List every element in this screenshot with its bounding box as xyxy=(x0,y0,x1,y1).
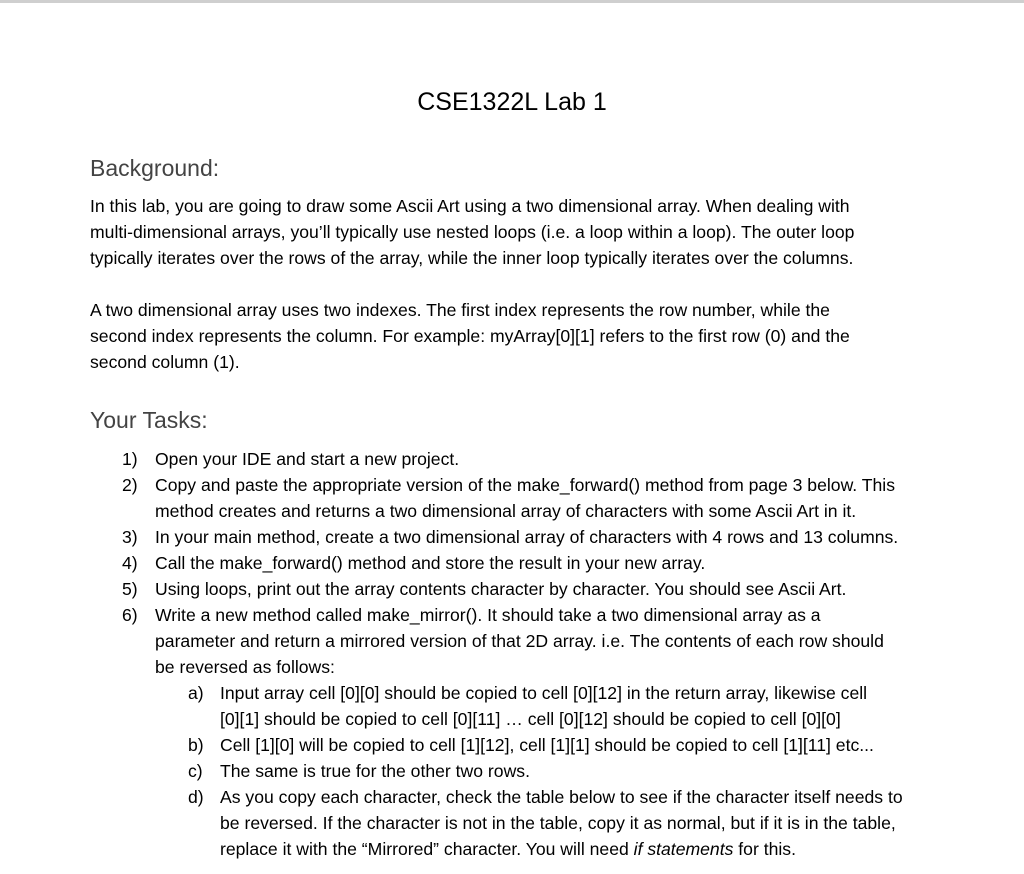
task-number: 1) xyxy=(122,449,138,469)
subtask-letter: a) xyxy=(188,683,204,703)
subtask-line: The same is true for the other two rows. xyxy=(220,761,530,781)
subtask-line xyxy=(220,836,1000,862)
task-line: In your main method, create a two dimensional array of characters with 4 rows and 13 columns. xyxy=(155,527,899,547)
background-paragraph-1 xyxy=(90,193,980,271)
document-title: CSE1322L Lab 1 xyxy=(417,88,607,116)
subtask-text: replace it with the “Mirrored” character. You will need xyxy=(220,839,634,859)
subtask-line: Input array cell [0][0] should be copied to cell [0][12] in the return array, likewise cell xyxy=(220,683,868,703)
paragraph-line: typically iterates over the rows of the array, while the inner loop typically iterates over the columns. xyxy=(90,248,854,268)
subtask-item-b xyxy=(90,732,1000,758)
tasks-heading: Your Tasks: xyxy=(90,407,208,433)
top-border xyxy=(0,0,1024,3)
task-line: Copy and paste the appropriate version of the make_forward() method from page 3 below. This xyxy=(155,475,896,495)
subtask-letter: b) xyxy=(188,735,204,755)
paragraph-line: In this lab, you are going to draw some Ascii Art using a two dimensional array. When dealing with xyxy=(90,196,850,216)
task-number: 5) xyxy=(122,579,138,599)
task-line: Call the make_forward() method and store the result in your new array. xyxy=(155,553,706,573)
paragraph-line: second index represents the column. For example: myArray[0][1] refers to the first row (0) and the xyxy=(90,326,850,346)
task-line: Using loops, print out the array contents character by character. You should see Ascii Art. xyxy=(155,579,847,599)
subtask-letter: c) xyxy=(188,761,203,781)
paragraph-line: A two dimensional array uses two indexes. The first index represents the row number, while the xyxy=(90,300,830,320)
task-number: 2) xyxy=(122,475,138,495)
subtask-line: [0][1] should be copied to cell [0][11] … cell [0][12] should be copied to cell [0][0] xyxy=(220,709,841,729)
subtask-line: As you copy each character, check the table below to see if the character itself needs to xyxy=(220,787,903,807)
subtask-item-a xyxy=(90,680,1000,732)
subtask-letter: d) xyxy=(188,787,204,807)
task-item-5 xyxy=(90,576,1000,602)
task-line: Open your IDE and start a new project. xyxy=(155,449,460,469)
task-line: be reversed as follows: xyxy=(155,657,335,677)
task-list xyxy=(90,446,1000,862)
paragraph-line: second column (1). xyxy=(90,352,240,372)
task-line: Write a new method called make_mirror(). It should take a two dimensional array as a xyxy=(155,605,821,625)
subtask-line: Cell [1][0] will be copied to cell [1][12], cell [1][1] should be copied to cell [1][11] etc... xyxy=(220,735,874,755)
task-number: 4) xyxy=(122,553,138,573)
subtask-line: be reversed. If the character is not in the table, copy it as normal, but if it is in the table, xyxy=(220,813,896,833)
task-item-2 xyxy=(90,472,1000,524)
emphasized-text: if statements xyxy=(633,839,734,859)
task-item-3 xyxy=(90,524,1000,550)
task-item-1 xyxy=(90,446,1000,472)
task-line: method creates and returns a two dimensional array of characters with some Ascii Art in it. xyxy=(155,501,857,521)
background-heading: Background: xyxy=(90,155,220,181)
subtask-item-d xyxy=(90,784,1000,862)
subtask-item-c xyxy=(90,758,1000,784)
subtask-text: for this. xyxy=(733,839,796,859)
task-line: parameter and return a mirrored version of that 2D array. i.e. The contents of each row should xyxy=(155,631,884,651)
task-number: 3) xyxy=(122,527,138,547)
paragraph-line: multi-dimensional arrays, you’ll typically use nested loops (i.e. a loop within a loop). The outer loop xyxy=(90,222,855,242)
task-item-6 xyxy=(90,602,1000,680)
task-item-4 xyxy=(90,550,1000,576)
background-paragraph-2 xyxy=(90,297,980,375)
task-number: 6) xyxy=(122,605,138,625)
